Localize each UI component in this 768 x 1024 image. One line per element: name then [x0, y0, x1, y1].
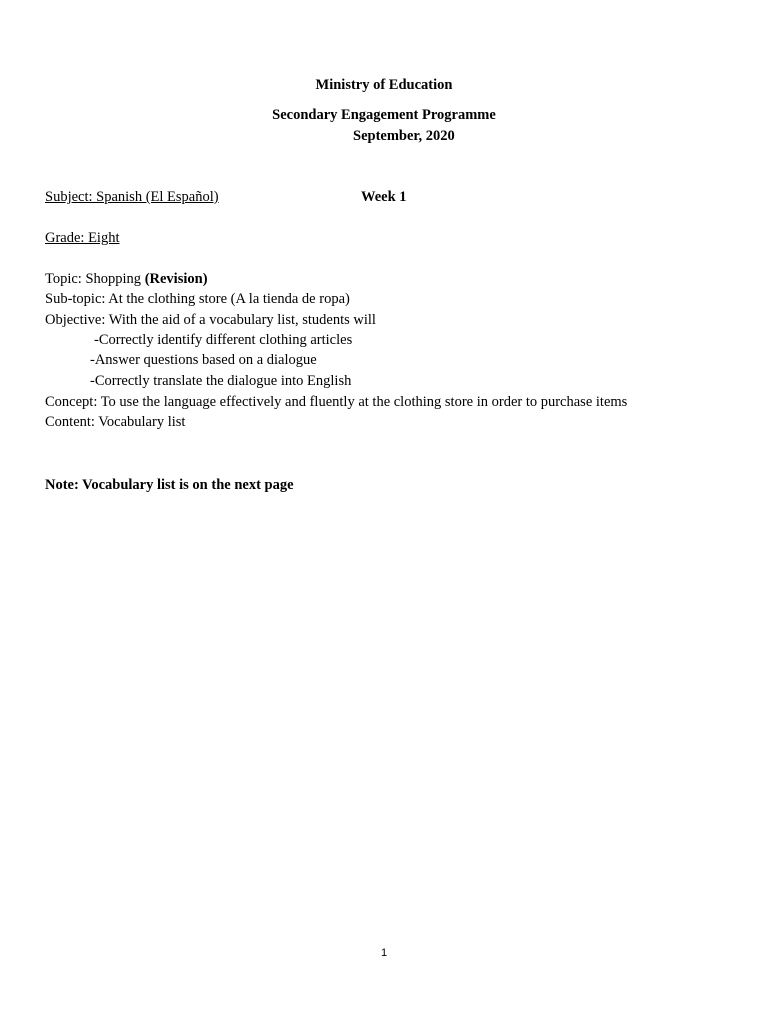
note-line: Note: Vocabulary list is on the next page [45, 477, 294, 493]
concept-line: Concept: To use the language effectively and fluently at the clothing store in order to purchase items [45, 394, 628, 410]
topic-line [45, 270, 208, 288]
objective-item: -Answer questions based on a dialogue [90, 352, 317, 368]
subject-line: Subject: Spanish (El Español) [45, 189, 219, 205]
subtopic-line: Sub-topic: At the clothing store (A la tienda de ropa) [45, 291, 350, 307]
topic-emphasis: (Revision) [144, 271, 208, 287]
date-heading: September, 2020 [353, 128, 455, 144]
objective-intro: Objective: With the aid of a vocabulary list, students will [45, 312, 376, 328]
page-number: 1 [380, 947, 388, 959]
objective-item: -Correctly identify different clothing articles [94, 332, 353, 348]
ministry-heading: Ministry of Education [315, 77, 453, 93]
week-label: Week 1 [361, 189, 407, 205]
objective-item: -Correctly translate the dialogue into English [90, 373, 352, 389]
content-line: Content: Vocabulary list [45, 414, 186, 430]
grade-line: Grade: Eight [45, 230, 120, 246]
topic-label: Topic: Shopping [45, 271, 145, 287]
programme-heading: Secondary Engagement Programme [272, 107, 496, 123]
